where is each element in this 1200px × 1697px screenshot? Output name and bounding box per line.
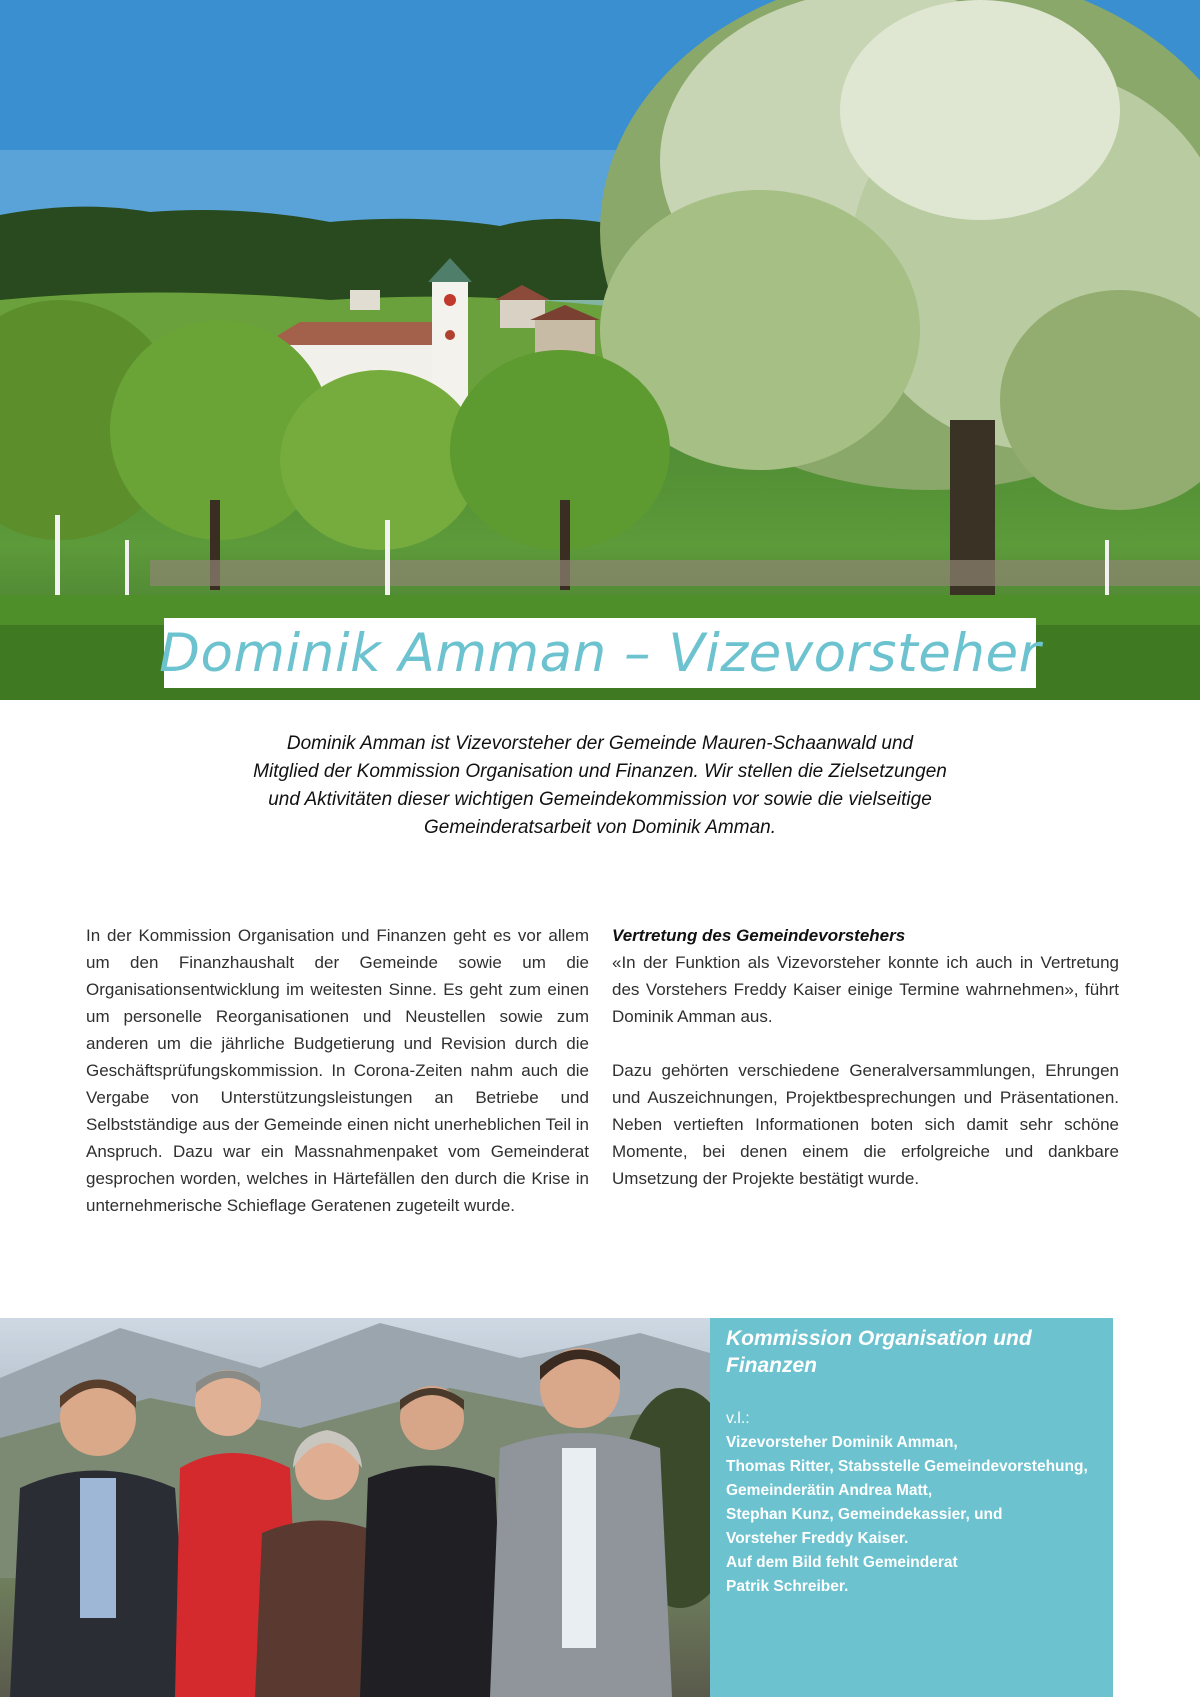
intro-line: und Aktivitäten dieser wichtigen Gemeindekommission vor sowie die vielseitige [268,789,932,810]
section-subheading: Vertretung des Gemeindevorstehers [612,926,906,945]
caption-name-line: Patrik Schreiber. [726,1578,849,1595]
caption-names [726,1431,1097,1599]
caption-vl: v.l.: [726,1410,750,1427]
paragraph-gap [612,1030,1119,1057]
intro-line: Mitglied der Kommission Organisation und Finanzen. Wir stellen die Zielsetzungen [253,761,947,782]
team-photo [0,1318,710,1697]
hero-photo [0,0,1200,700]
intro-line: Gemeinderatsarbeit von Dominik Amman. [424,817,776,838]
right-paragraph-2: Dazu gehörten verschiedene Generalversammlungen, Ehrungen und Auszeichnungen, Projektbesprechungen und Präsentationen. Neben vertieften Informationen boten sich damit sehr schöne Momente, bei denen einem die erfolgreiche und dankbare Umsetzung der Projekte bestätigt wurde. [612,1061,1119,1188]
right-column [612,922,1119,1192]
intro-line: Dominik Amman ist Vizevorsteher der Gemeinde Mauren-Schaanwald und [286,733,914,754]
caption-name-line: Thomas Ritter, Stabsstelle Gemeindevorstehung, [726,1458,1088,1475]
caption-heading: Kommission Organisation und Finanzen [726,1327,1032,1377]
page-title-box [159,618,1041,688]
caption-name-line: Vorsteher Freddy Kaiser. [726,1530,909,1547]
caption-name-line: Stephan Kunz, Gemeindekassier, und [726,1506,1003,1523]
village-landscape-illustration [0,0,1200,700]
group-portrait-illustration [0,1318,710,1697]
left-paragraph: In der Kommission Organisation und Finanzen geht es vor allem um den Finanzhaushalt der Gemeinde sowie um die Organisationsentwicklung im weitesten Sinne. Es geht zum einen um personelle Reorganisationen und Neustellen sowie zum anderen um die jährliche Budgetierung und Revision durch die Geschäftsprüfungskommission. In Corona-Zeiten nahm auch die Vergabe von Unterstützungsleistungen an Betriebe und Selbstständige aus der Gemeinde einen nicht unerheblichen Teil in Anspruch. Dazu war ein Massnahmenpaket vom Gemeinderat gesprochen worden, welches in Härtefällen den durch die Krise in unternehmerische Schieflage Geratenen zugeteilt wurde. [86,926,589,1215]
right-paragraph-1: «In der Funktion als Vizevorsteher konnte ich auch in Vertretung des Vorstehers Freddy Kaiser einige Termine wahrnehmen», führt Dominik Amman aus. [612,953,1119,1026]
left-column [86,922,589,1219]
intro-text [150,730,1050,842]
page-title: Dominik Amman – Vizevorsteher [159,622,1041,684]
caption-name-line: Gemeinderätin Andrea Matt, [726,1482,933,1499]
caption-box [710,1318,1113,1697]
caption-name-line: Vizevorsteher Dominik Amman, [726,1434,958,1451]
caption-name-line: Auf dem Bild fehlt Gemeinderat [726,1554,958,1571]
